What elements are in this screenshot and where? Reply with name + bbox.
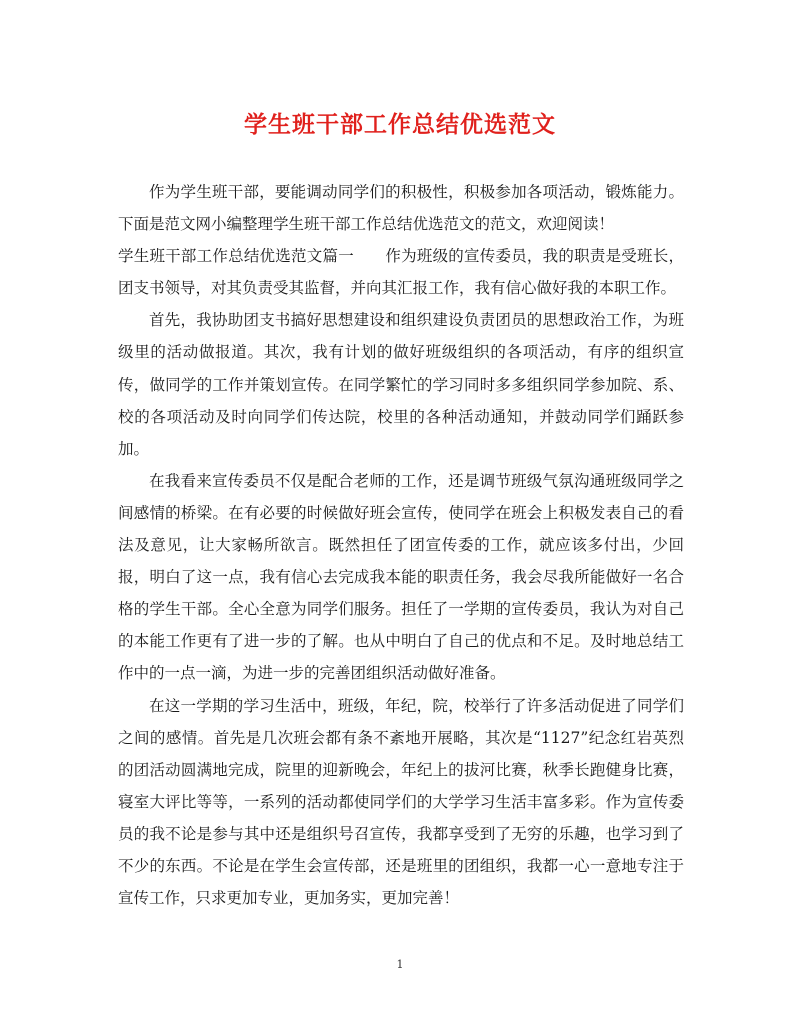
page-number: 1: [396, 958, 404, 971]
paragraph-intro: 作为学生班干部，要能调动同学们的积极性，积极参加各项活动，锻炼能力。下面是范文网小编整理学生班干部工作总结优选范文的范文，欢迎阅读！: [118, 183, 684, 234]
document-body: [118, 176, 684, 914]
paragraph-semester-activities: 在这一学期的学习生活中，班级，年纪，院，校举行了许多活动促进了同学们之间的感情。首先是几次班会都有条不紊地开展略，其次是“1127”纪念红岩英烈的团活动圆满地完成，院里的迎新晚会，年纪上的拔河比赛，秋季长跑健身比赛，寝室大评比等等，一系列的活动都使同学们的大学学习生活丰富多彩。作为宣传委员的我不论是参与其中还是组织号召宣传，我都享受到了无穷的乐趣，也学习到了不少的东西。不论是在学生会宣传部，还是班里的团组织，我都一心一意地专注于宣传工作，只求更加专业，更加务实，更加完善！: [118, 696, 684, 908]
document-title: 学生班干部工作总结优选范文: [244, 111, 556, 138]
paragraph-first-duties: 首先，我协助团支书搞好思想建设和组织建设负责团员的思想政治工作，为班级里的活动做报道。其次，我有计划的做好班级组织的各项活动，有序的组织宣传，做同学的工作并策划宣传。在同学繁忙的学习同时多多组织同学参加院、系、校的各项活动及时向同学们传达院，校里的各种活动通知，并鼓动同学们踊跃参加。: [118, 311, 684, 458]
paragraph-article-one: 学生班干部工作总结优选范文篇一 作为班级的宣传委员，我的职责是受班长，团支书领导，对其负责受其监督，并向其汇报工作，我有信心做好我的本职工作。: [118, 247, 684, 298]
paragraph-role-view: 在我看来宣传委员不仅是配合老师的工作，还是调节班级气氛沟通班级同学之间感情的桥梁。在有必要的时候做好班会宣传，使同学在班会上积极发表自己的看法及意见，让大家畅所欲言。既然担任了团宣传委的工作，就应该多付出，少回报，明白了这一点，我有信心去完成我本能的职责任务，我会尽我所能做好一名合格的学生干部。全心全意为同学们服务。担任了一学期的宣传委员，我认为对自己的本能工作更有了进一步的了解。也从中明白了自己的优点和不足。及时地总结工作中的一点一滴，为进一步的完善团组织活动做好准备。: [118, 471, 684, 683]
